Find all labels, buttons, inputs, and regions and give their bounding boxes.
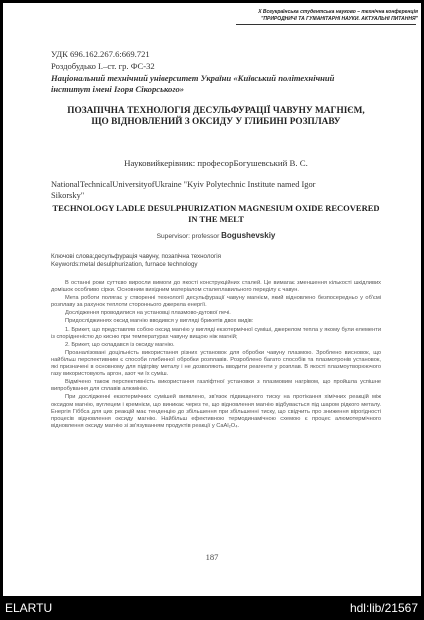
supervisor-ua: Науковийкерівник: професорБогушевський В. С. (124, 158, 308, 168)
conference-header (236, 9, 418, 22)
keywords-ua: Ключові слова:десульфурація чавуну, позапічна технологія (51, 253, 221, 260)
paragraph: Придосліджиннях оксид магнію вводився у вигляді брикетів двох видів: (65, 318, 254, 325)
paragraph: 2. Брикет, що складався із оксиду магнію. (65, 341, 175, 348)
supervisor-en (51, 231, 381, 240)
institution-en-line1: NationalTechnicalUniversityofUkraine "Kyiv Polytechnic Institute named Igor (51, 180, 316, 189)
document-page (3, 3, 421, 596)
keywords-en: Keywords:metal desulphurization, furnace technology (51, 261, 198, 268)
footer-left-label: ELARTU (5, 601, 53, 615)
paragraph: При дослідженні екзотермічних сумішей виявлено, зв'язок підвищеного тиску на протікання хімічних реакцій між оксидом магнію, вуглецем і кремнієм, що виникає через те, що відновлення магнію відбувається під шаром рідкого металу. Енергія Гіббса для цих реакцій має тенденцію до збільшення при збільшенні тиску, що свідчить про зниження вірогідності процесів відновлення оксиду магнію. Найбільш ефективною термодинамічною схемою є процес алюмотермічного відновлення оксиду магнію зі зв'язуванням продуктів реакції у CaAl₂O₄. (51, 394, 381, 429)
paragraph: Відмічено також перспективність використання газліфтної установки з плазмовим нагрівом, що пройшла успішне випробування для сплавів алюмінію. (51, 379, 381, 393)
paragraph: Дослідження проводилися на установці плазмово-дугової печі. (65, 310, 231, 317)
paragraph: 1. Брикет, що представляв собою оксид магнію у вигляді екзотермічної суміші, джерелом тепла у якому були елементи із спорідненістю до кисню при температурах чавуну вищою ніж магній; (51, 326, 381, 340)
institution-en-line2: Sikorsky" (51, 191, 85, 200)
udc-code: УДК 696.162.267.6:669.721 (51, 49, 150, 59)
paragraph: В останні роки суттєво виросли вимоги до якості конструкційних сталей. Це вимагає зменшення кількості шкідливих домішок особливо сірки. Основним вихідним матеріалом сталеплавильного переділу є чавун. (51, 280, 381, 294)
body-text (51, 280, 381, 431)
supervisor-en-name: Bogushevskiy (221, 231, 276, 240)
title-en: TECHNOLOGY LADLE DESULPHURIZATION MAGNESIUM OXIDE RECOVERED IN THE MELT (52, 203, 380, 224)
conference-title: Х Всеукраїнська студентська науково – технічна конференція (258, 9, 418, 15)
conference-theme: "ПРИРОДНИЧІ ТА ГУМАНІТАРНІ НАУКИ. АКТУАЛЬНІ ПИТАННЯ" (261, 15, 418, 22)
footer-handle-link[interactable]: hdl:lib/21567 (349, 601, 418, 615)
institution-ua-line1: Національний технічний університет України «Київський політехнічний (51, 73, 335, 83)
title-ua: ПОЗАПІЧНА ТЕХНОЛОГІЯ ДЕСУЛЬФУРАЦІЇ ЧАВУНУ МАГНІЄМ, ЩО ВІДНОВЛЕНИЙ З ОКСИДУ У ГЛИБИНІ РОЗПЛАВУ (67, 106, 365, 128)
page-number: 187 (205, 552, 219, 562)
author-line: Роздобудько І.–ст. гр. ФС-32 (51, 61, 155, 71)
paragraph: Мета роботи полягає у створенні технології десульфурації чавуну магнієм, який відновлено безпосередньо у об'ємі розплаву за рахунок теплоти стороннього джерела енергії. (51, 295, 381, 309)
supervisor-en-label: Supervisor: professor (156, 233, 220, 240)
paragraph: Проаналізовані доцільність використання різних установок для обробки чавуну плазмою. Зроблено висновок, що найбільш перспективним є способи глибинної обробки розплавів. Розроблено багато способів та плазмотронів установок, які призначені в основному для підігріву металу і не дозволяють вводити реагенти у розплав. В якості плазмоутворюючого газу використовують аргон, азот чи їх суміш. (51, 349, 381, 378)
header-rule (236, 24, 416, 25)
institution-ua-line2: інститут імені Ігоря Сікорського» (51, 84, 185, 94)
